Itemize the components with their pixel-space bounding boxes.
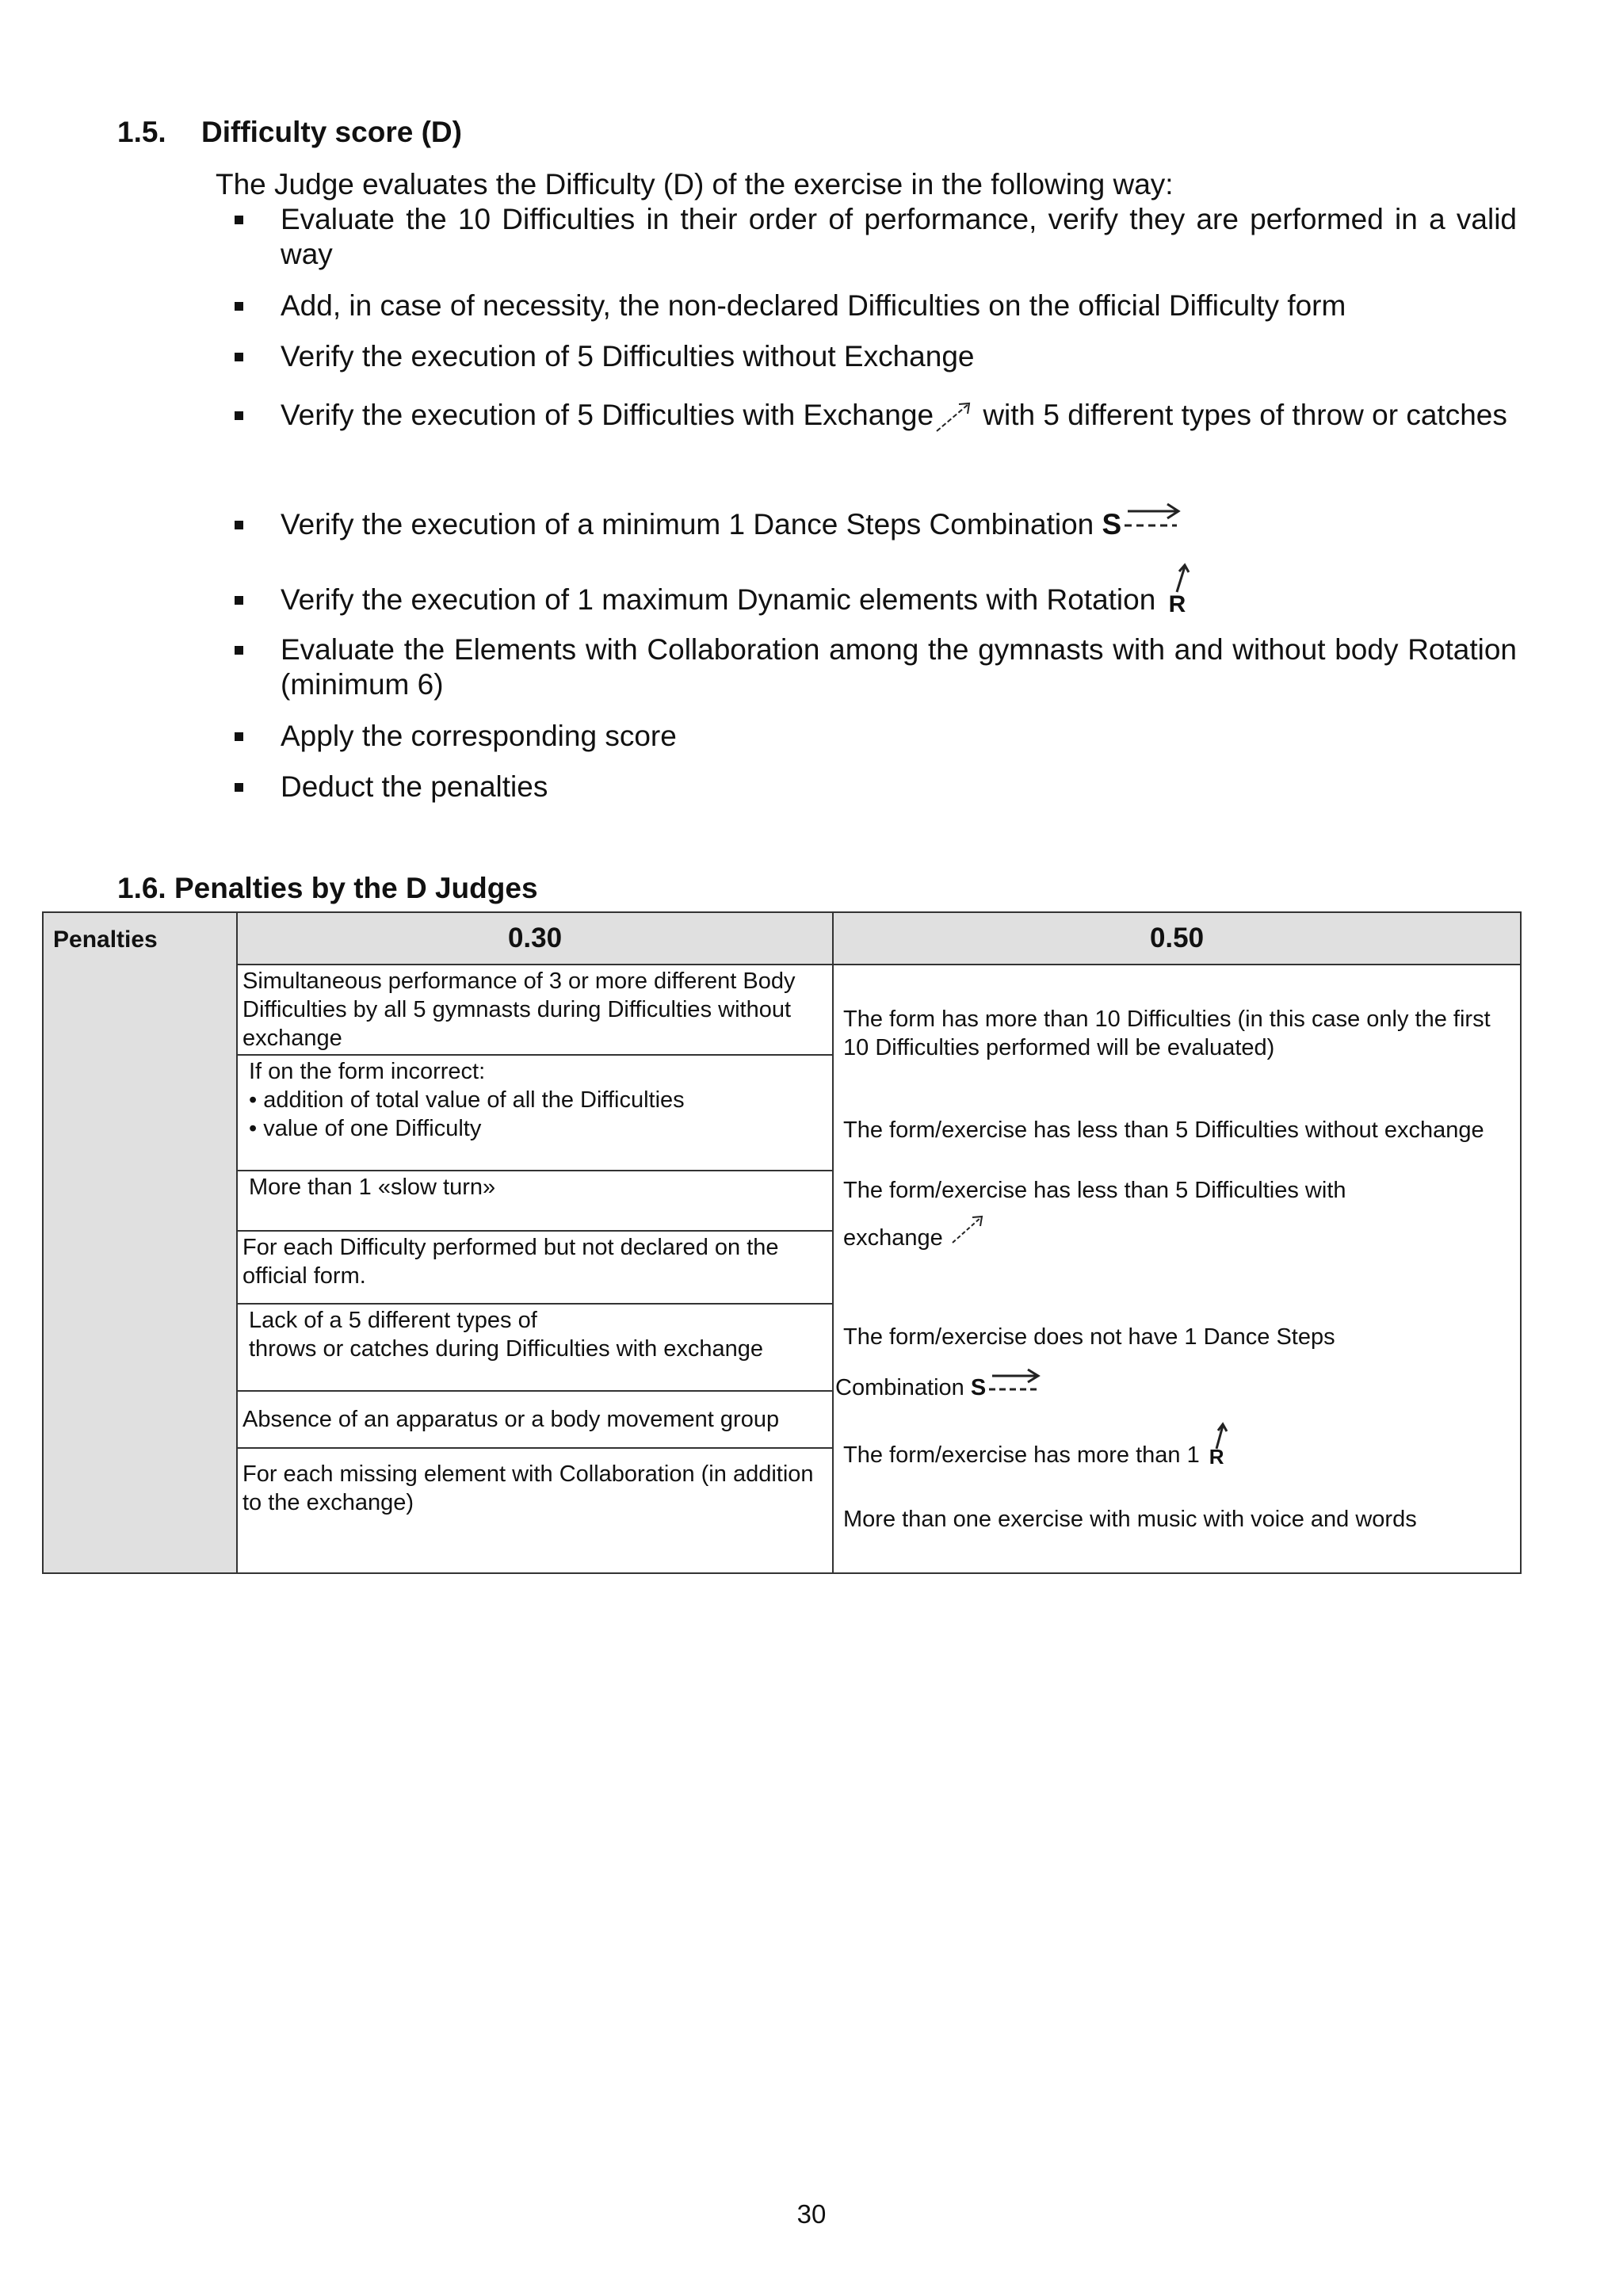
penalty-050-text: The form/exercise has more than 1 xyxy=(843,1442,1200,1468)
form-incorrect-item: value of one Difficulty xyxy=(263,1116,482,1141)
dance-steps-letter: S xyxy=(1102,508,1122,541)
penalties-table xyxy=(42,911,1522,1574)
section-1-5-heading xyxy=(117,116,462,149)
penalty-050-column xyxy=(833,965,1521,1573)
penalty-030-form-incorrect xyxy=(237,1055,833,1171)
penalty-030-slow-turn: More than 1 «slow turn» xyxy=(237,1171,833,1231)
dance-steps-symbol-icon xyxy=(986,1362,1043,1400)
bullet-square-icon xyxy=(235,521,243,529)
penalty-050-item xyxy=(843,1441,1517,1469)
penalties-label-cell: Penalties xyxy=(43,912,237,1573)
penalty-050-text: exchange xyxy=(843,1225,943,1251)
bullet-text: Verify the execution of 5 Difficulties without Exchange xyxy=(281,340,975,372)
penalty-050-text: Combination xyxy=(835,1375,964,1400)
rotation-symbol xyxy=(1164,586,1196,617)
exchange-arrow-icon xyxy=(949,1211,986,1246)
penalty-050-item xyxy=(843,1224,1517,1252)
bullet-text xyxy=(281,398,1517,434)
penalty-050-item xyxy=(835,1373,1509,1402)
page-number: 30 xyxy=(796,2199,827,2229)
bullet-dot-icon: • xyxy=(249,1087,258,1113)
dance-steps-letter: S xyxy=(970,1375,987,1400)
bullet-text-part: Verify the execution of 1 maximum Dynamic elements with Rotation xyxy=(281,583,1156,616)
form-incorrect-item: addition of total value of all the Difficulties xyxy=(263,1087,685,1113)
dance-steps-symbol-icon xyxy=(1121,495,1185,540)
penalty-050-item: The form/exercise does not have 1 Dance Steps xyxy=(843,1324,1335,1350)
penalty-030-collaboration: For each missing element with Collaboration (in addition to the exchange) xyxy=(237,1448,833,1573)
bullet-text xyxy=(281,507,1517,542)
penalty-050-item: More than one exercise with music with voice and words xyxy=(843,1507,1417,1532)
penalty-050-item: The form/exercise has less than 5 Difficulties without exchange xyxy=(843,1117,1484,1143)
penalty-030-not-declared: For each Difficulty performed but not declared on the official form. xyxy=(237,1231,833,1304)
bullet-text-part: Verify the execution of a minimum 1 Dance Steps Combination xyxy=(281,508,1094,541)
bullet-square-icon xyxy=(235,216,243,224)
bullet-text: Deduct the penalties xyxy=(281,770,548,803)
bullet-text: Evaluate the Elements with Collaboration among the gymnasts with and without body Rotation (minimum 6) xyxy=(281,633,1517,701)
bullet-text-part: Verify the execution of 5 Difficulties with Exchange xyxy=(281,399,934,431)
bullet-text: Add, in case of necessity, the non-declared Difficulties on the official Difficulty form xyxy=(281,289,1346,322)
rotation-letter: R xyxy=(1168,591,1186,618)
exchange-arrow-icon xyxy=(934,399,975,434)
bullet-text: Apply the corresponding score xyxy=(281,720,677,752)
intro-text: The Judge evaluates the Difficulty (D) of the exercise in the following way: xyxy=(216,168,1174,201)
header-030: 0.30 xyxy=(237,912,833,965)
bullet-text-part: with 5 different types of throw or catches xyxy=(983,399,1507,431)
bullet-square-icon xyxy=(235,646,243,655)
header-050: 0.50 xyxy=(833,912,1521,965)
bullet-square-icon xyxy=(235,411,243,420)
list-item xyxy=(242,1114,827,1143)
bullet-square-icon xyxy=(235,596,243,605)
table-row xyxy=(43,965,1521,1055)
penalty-030-absence: Absence of an apparatus or a body movement group xyxy=(237,1391,833,1448)
rotation-symbol xyxy=(1206,1442,1233,1469)
bullet-square-icon xyxy=(235,353,243,361)
list-item xyxy=(242,1086,827,1114)
section-title: Difficulty score (D) xyxy=(201,116,462,148)
penalty-050-item: The form has more than 10 Difficulties (in this case only the first 10 Difficulties performed will be evaluated) xyxy=(843,1007,1491,1060)
penalty-050-item: The form/exercise has less than 5 Difficulties with xyxy=(843,1178,1346,1203)
table-header-row xyxy=(43,912,1521,965)
throw-types-line: throws or catches during Difficulties with exchange xyxy=(249,1336,764,1362)
section-number: 1.5. xyxy=(117,116,166,148)
throw-types-line: Lack of a 5 different types of xyxy=(249,1308,537,1333)
bullet-square-icon xyxy=(235,302,243,311)
bullet-square-icon xyxy=(235,783,243,792)
form-incorrect-label: If on the form incorrect: xyxy=(249,1059,486,1084)
bullet-text: Evaluate the 10 Difficulties in their order of performance, verify they are performed in a valid way xyxy=(281,203,1517,270)
penalty-030-throw-types xyxy=(237,1304,833,1391)
rotation-letter: R xyxy=(1209,1445,1224,1469)
bullet-square-icon xyxy=(235,732,243,741)
section-1-6-heading: 1.6. Penalties by the D Judges xyxy=(117,872,538,904)
bullet-dot-icon: • xyxy=(249,1116,258,1141)
bullet-text xyxy=(281,583,1517,617)
penalty-030-simultaneous: Simultaneous performance of 3 or more different Body Difficulties by all 5 gymnasts during Difficulties without exchange xyxy=(237,965,833,1055)
